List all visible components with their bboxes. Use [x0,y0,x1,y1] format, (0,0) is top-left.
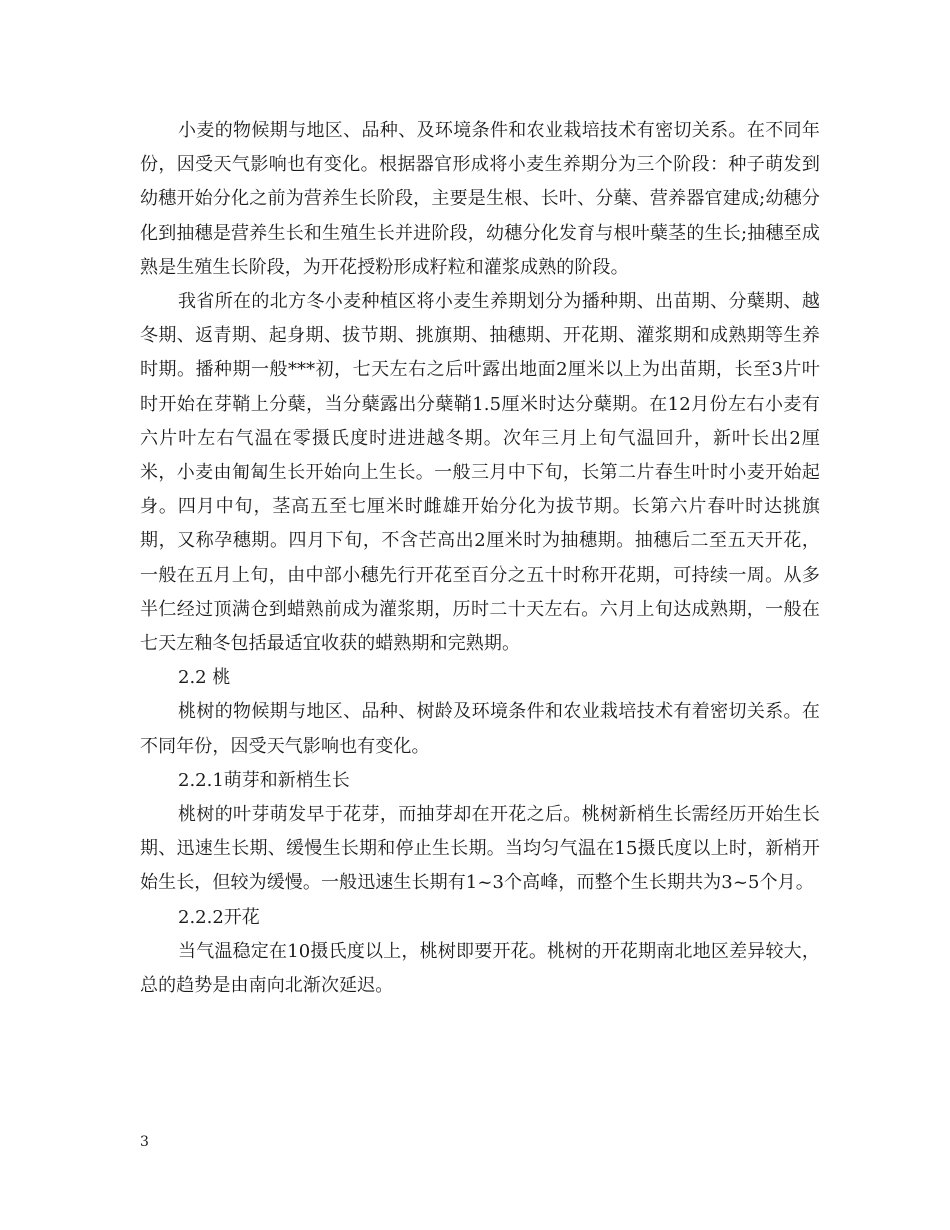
subsection-heading-sprouting: 2.2.1萌芽和新梢生长 [178,769,350,791]
paragraph-peach-shoot-growth: 桃树的叶芽萌发早于花芽，而抽芽却在开花之后。桃树新梢生长需经历开始生长期、迅速生长期、缓慢生长期和停止生长期。当均匀气温在15摄氏度以上时，新梢开始生长，但较为缓慢。一般迅速生长期有1~3个高峰，而整个生长期共为3~5个月。 [140,804,820,894]
document-body [140,114,820,1003]
paragraph-peach-phenology: 桃树的物候期与地区、品种、树龄及环境条件和农业栽培技术有着密切关系。在不同年份，因受天气影响也有变化。 [140,701,820,757]
paragraph-peach-flowering: 当气温稳定在10摄氏度以上，桃树即要开花。桃树的开花期南北地区差异较大，总的趋势是由南向北渐次延迟。 [140,940,820,997]
subsection-heading-flowering: 2.2.2开花 [178,906,260,928]
paragraph-wheat-growth-stages: 我省所在的北方冬小麦种植区将小麦生养期划分为播种期、出苗期、分蘖期、越冬期、返青期、起身期、拔节期、挑旗期、抽穗期、开花期、灌浆期和成熟期等生养时期。播种期一般***初，七天左右之后叶露出地面2厘米以上为出苗期，长至3片叶时开始在芽鞘上分蘖，当分蘖露出分蘖鞘1.5厘米时达分蘖期。在12月份左右小麦有六片叶左右气温在零摄氏度时进进越冬期。次年三月上旬气温回升，新叶长出2厘米，小麦由匍匐生长开始向上生长。一般三月中下旬，长第二片春生叶时小麦开始起身。四月中旬，茎高五至七厘米时雌雄开始分化为拔节期。长第六片春叶时达挑旗期，又称孕穗期。四月下旬，不含芒高出2厘米时为抽穗期。抽穗后二至五天开花，一般在五月上旬，由中部小穗先行开花至百分之五十时称开花期，可持续一周。从多半仁经过顶满仓到蜡熟前成为灌浆期，历时二十天左右。六月上旬达成熟期，一般在七天左釉冬包括最适宜收获的蜡熟期和完熟期。 [140,291,820,655]
page-number: 3 [140,1134,149,1150]
paragraph-wheat-phenology: 小麦的物候期与地区、品种、及环境条件和农业栽培技术有密切关系。在不同年份，因受天气影响也有变化。根据器官形成将小麦生养期分为三个阶段：种子萌发到幼穗开始分化之前为营养生长阶段，主要是生根、长叶、分蘖、营养器官建成;幼穗分化到抽穗是营养生长和生殖生长并进阶段，幼穗分化发育与根叶蘖茎的生长;抽穗至成熟是生殖生长阶段，为开花授粉形成籽粒和灌浆成熟的阶段。 [140,120,820,278]
section-heading-peach: 2.2 桃 [178,667,231,689]
